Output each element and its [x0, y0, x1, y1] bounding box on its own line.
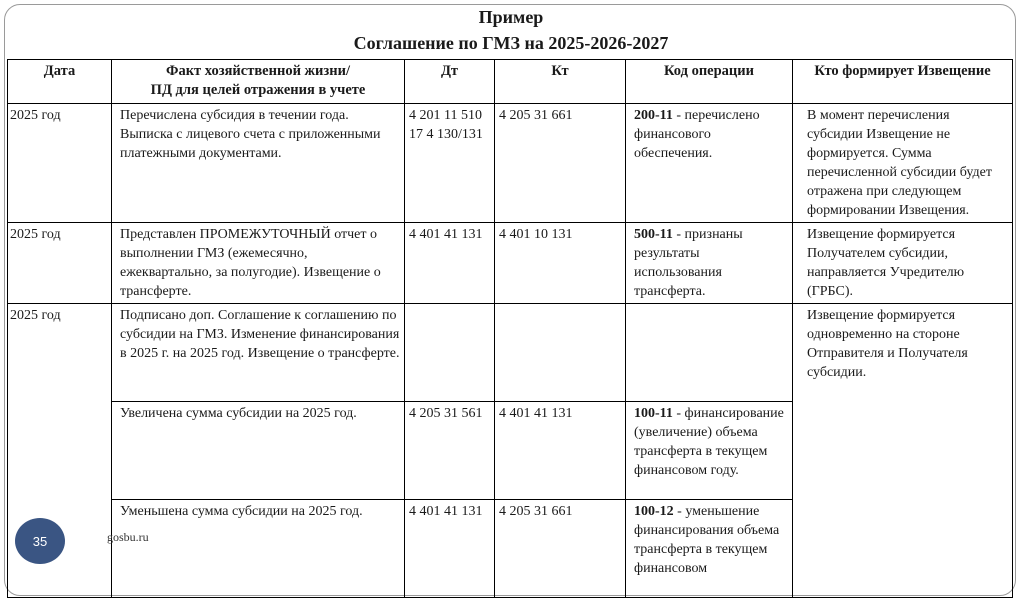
- op-text: - признаны результаты использования трансферта.: [634, 227, 743, 299]
- cell-op: [626, 402, 793, 500]
- site-label: gosbu.ru: [107, 530, 149, 544]
- op-text: - перечислено финансового обеспечения.: [634, 108, 760, 161]
- op-text: - уменьшение финансирования объема трансферта в текущем финансовом: [634, 504, 780, 576]
- cell-fact: Представлен ПРОМЕЖУТОЧНЫЙ отчет о выполнении ГМЗ (ежемесячно, ежеквартально, за полугодие). Извещение о трансферте.: [112, 223, 405, 304]
- operations-table: [7, 59, 1013, 598]
- header-fact: [112, 60, 405, 104]
- cell-fact: Уменьшена сумма субсидии на 2025 год.: [112, 500, 405, 598]
- cell-date: 2025 год: [8, 223, 112, 304]
- cell-who: В момент перечисления субсидии Извещение не формируется. Сумма перечисленной субсидии будет отражена при следующем формировании Извещения.: [793, 104, 1013, 223]
- header-who: Кто формирует Извещение: [793, 60, 1013, 104]
- cell-kt: 4 401 10 131: [495, 223, 626, 304]
- cell-kt: 4 401 41 131: [495, 402, 626, 500]
- cell-op: [626, 500, 793, 598]
- cell-fact: Подписано доп. Соглашение к соглашению по субсидии на ГМЗ. Изменение финансирования в 2025 г. на 2025 год. Извещение о трансферте.: [112, 304, 405, 402]
- cell-who: Извещение формируется одновременно на стороне Отправителя и Получателя субсидии.: [793, 304, 1013, 598]
- cell-date: 2025 год: [8, 304, 112, 598]
- cell-fact: Перечислена субсидия в течении года. Выписка с лицевого счета с приложенными платежными документами.: [112, 104, 405, 223]
- table-row: [8, 104, 1013, 223]
- header-date: Дата: [8, 60, 112, 104]
- title-line-2: Соглашение по ГМЗ на 2025-2026-2027: [353, 33, 669, 53]
- header-fact-line-2: ПД для целей отражения в учете: [150, 82, 366, 98]
- cell-op: [626, 304, 793, 402]
- cell-dt: 4 201 11 510 17 4 130/131: [405, 104, 495, 223]
- cell-dt: [405, 304, 495, 402]
- cell-who: Извещение формируется Получателем субсидии, направляется Учредителю (ГРБС).: [793, 223, 1013, 304]
- cell-op: [626, 104, 793, 223]
- cell-kt: 4 205 31 661: [495, 500, 626, 598]
- header-kt: Кт: [495, 60, 626, 104]
- op-text: - финансирование (увеличение) объема трансферта в текущем финансовом году.: [634, 406, 784, 478]
- header-op-code: Код операции: [626, 60, 793, 104]
- header-row: [8, 60, 1013, 104]
- op-code: 100-11: [634, 406, 673, 421]
- header-fact-line-1: Факт хозяйственной жизни/: [166, 63, 350, 79]
- header-dt: Дт: [405, 60, 495, 104]
- slide-title: [9, 4, 1013, 59]
- cell-dt: 4 205 31 561: [405, 402, 495, 500]
- op-code: 100-12: [634, 504, 674, 519]
- cell-kt: 4 205 31 661: [495, 104, 626, 223]
- table-row: [8, 223, 1013, 304]
- op-code: 500-11: [634, 227, 673, 242]
- cell-fact: Увеличена сумма субсидии на 2025 год.: [112, 402, 405, 500]
- cell-dt: 4 401 41 131: [405, 500, 495, 598]
- title-line-1: Пример: [478, 7, 544, 27]
- cell-op: [626, 223, 793, 304]
- page-number-badge: 35: [15, 518, 65, 564]
- cell-dt: 4 401 41 131: [405, 223, 495, 304]
- table-row: [8, 304, 1013, 402]
- op-code: 200-11: [634, 108, 673, 123]
- cell-date: 2025 год: [8, 104, 112, 223]
- cell-kt: [495, 304, 626, 402]
